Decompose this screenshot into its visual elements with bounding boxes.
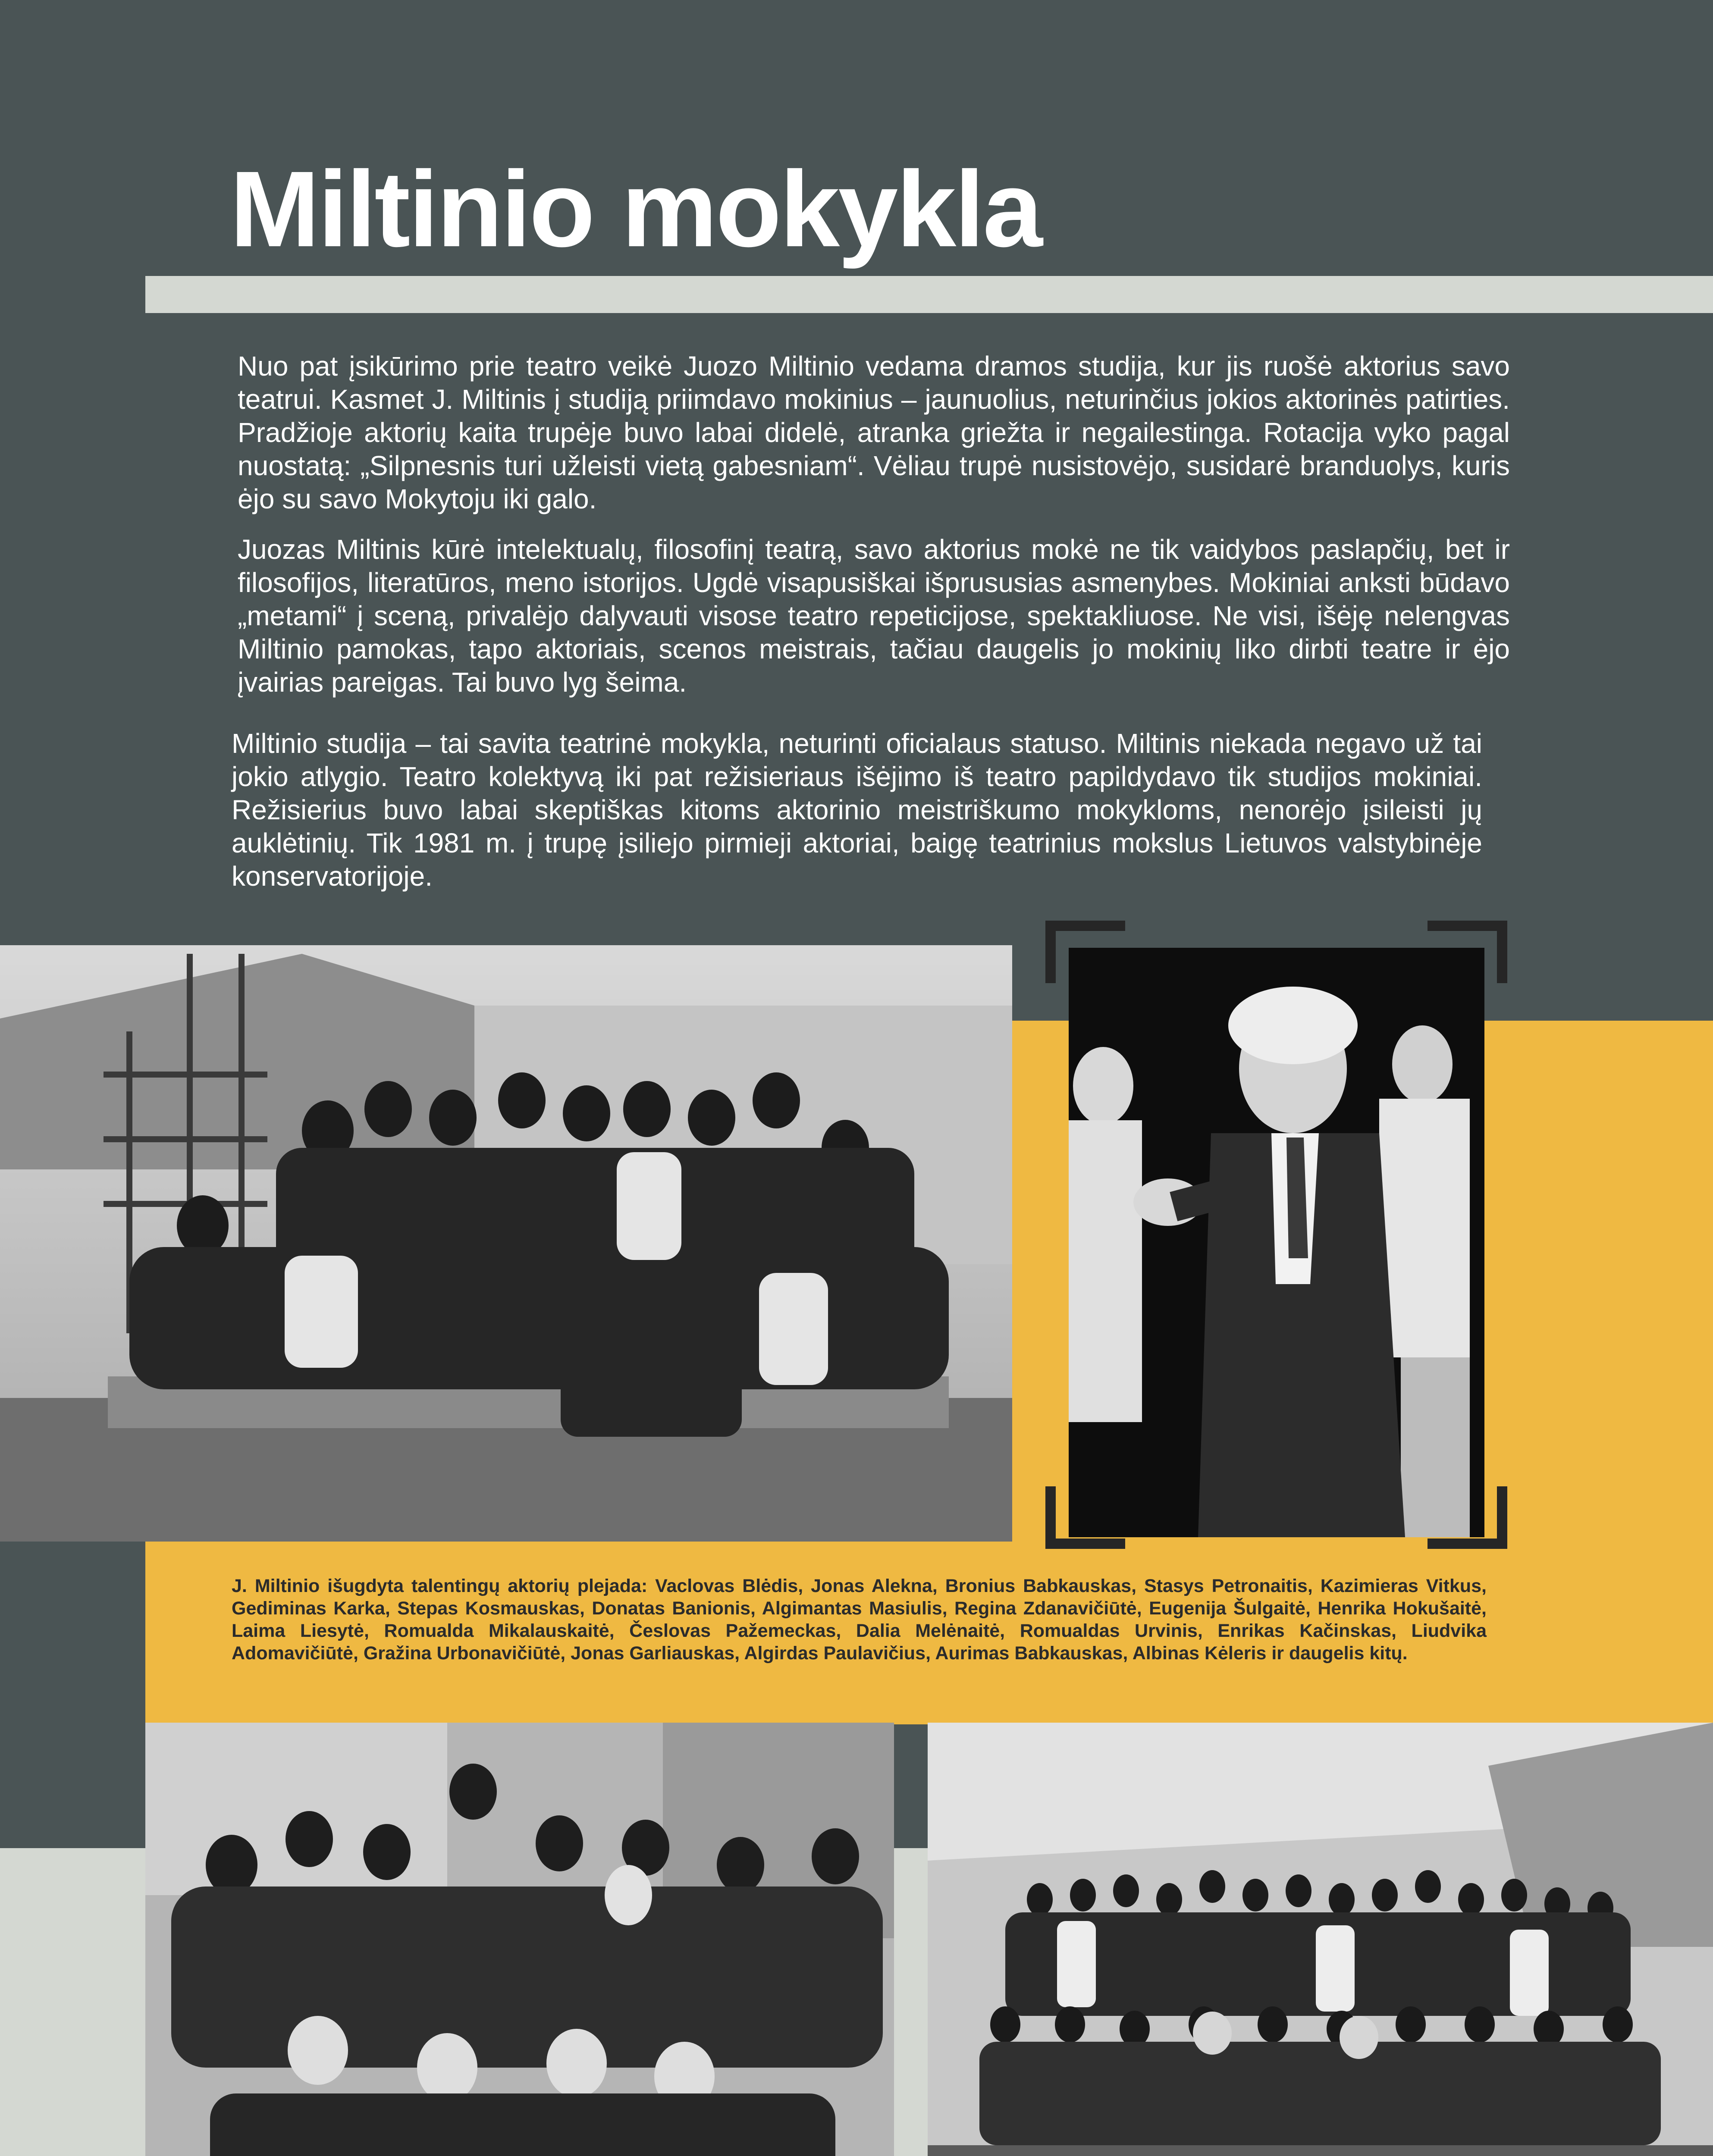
photo-miltinis-portrait	[1069, 948, 1484, 1537]
frame-bracket-top-right	[1428, 921, 1507, 983]
photo-miltinis-portrait-image	[1069, 948, 1484, 1537]
frame-bracket-top-left	[1045, 921, 1125, 983]
photo-collective-1945	[145, 1723, 894, 2156]
intro-paragraph-2: Juozas Miltinis kūrė intelektualų, filosofinį teatrą, savo aktorius mokė ne tik vaidybos paslapčių, bet ir filosofijos, literatūros, meno istorijos. Ugdė visapusiškai išprususias asmenybes. Mokiniai anksti būdavo „metami“ į sceną, privalėjo dalyvauti visose teatro repeticijose, spektakliuose. Ne visi, išėję nelengvas Miltinio pamokas, tapo aktoriais, scenos meistrais, tačiau daugelis jo mokinių liko dirbti teatre ir ėjo įvairias pareigas. Tai buvo lyg šeima.	[238, 534, 1510, 698]
title-underline-bar	[145, 276, 1713, 313]
photo-anniversary-1991-image	[928, 1723, 1713, 2156]
photo-anniversary-1991	[928, 1723, 1713, 2156]
intro-paragraph-1: Nuo pat įsikūrimo prie teatro veikė Juozo Miltinio vedama dramos studija, kur jis ruošė aktorius savo teatrui. Kasmet J. Miltinis į studiją priimdavo mokinius – jaunuolius, neturinčius jokios aktorinės patirties. Pradžioje aktorių kaita trupėje buvo labai didelė, atranka griežta ir negailestinga. Rotacija vyko pagal nuostatą: „Silpnesnis turi užleisti vietą gabesniam“. Vėliau trupė nusistovėjo, susidarė branduolys, kuris ėjo su savo Mokytoju iki galo.	[238, 351, 1510, 514]
photo-studio-group	[0, 945, 1012, 1542]
frame-bracket-bottom-right	[1428, 1486, 1507, 1549]
page-title: Miltinio mokykla	[230, 149, 1041, 269]
caption-actors-list: J. Miltinio išugdyta talentingų aktorių plejada: Vaclovas Blėdis, Jonas Alekna, Bronius Babkauskas, Stasys Petronaitis, Kazimieras Vitkus, Gediminas Karka, Stepas Kosmauskas, Donatas Banionis, Algimantas Masiulis, Regina Zdanavičiūtė, Eugenija Šulgaitė, Henrika Hokušaitė, Laima Liesytė, Romualda Mikalauskaitė, Česlovas Pažemeckas, Dalia Melėnaitė, Romualdas Urvinis, Enrikas Kačinskas, Liudvika Adomavičiūtė, Gražina Urbonavičiūtė, Jonas Garliauskas, Algirdas Paulavičius, Aurimas Babkauskas, Albinas Kėleris ir daugelis kitų.	[232, 1576, 1487, 1664]
intro-paragraph-3: Miltinio studija – tai savita teatrinė mokykla, neturinti oficialaus statuso. Miltinis niekada negavo už tai jokio atlygio. Teatro kolektyvą iki pat režisieriaus išėjimo iš teatro papildydavo tik studijos mokiniai. Režisierius buvo labai skeptiškas kitoms aktorinio meistriškumo mokykloms, nenorėjo įsileisti jų auklėtinių. Tik 1981 m. į trupę įsiliejo pirmieji aktoriai, baigę teatrinius mokslus Lietuvos valstybinėje konservatorijoje.	[232, 728, 1482, 892]
photo-collective-1945-image	[145, 1723, 894, 2156]
frame-bracket-bottom-left	[1045, 1486, 1125, 1549]
photo-studio-group-image	[0, 945, 1012, 1542]
